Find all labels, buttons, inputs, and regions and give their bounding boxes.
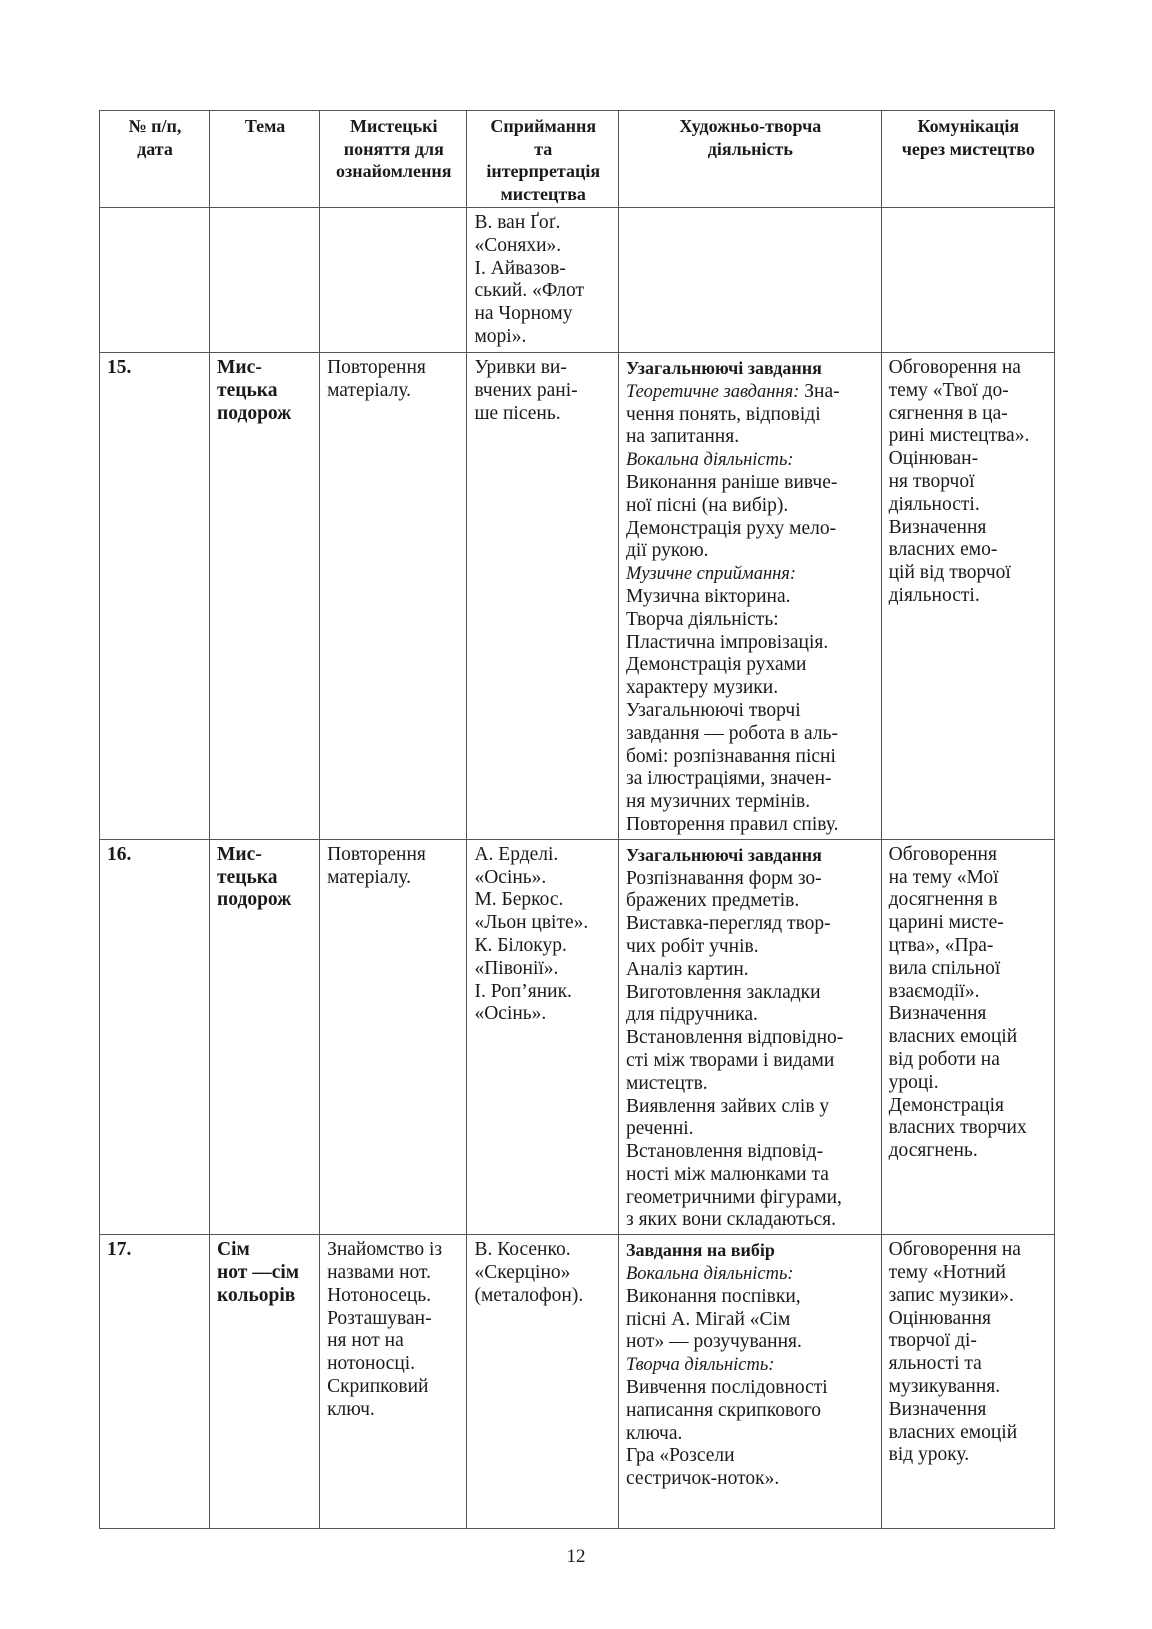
communication-cell: [881, 1235, 1054, 1529]
text-line: «Осінь».: [474, 1003, 547, 1025]
perception-cell: [467, 353, 619, 840]
text-line: сягнення в ца-: [888, 402, 1008, 424]
text-line: «Півонії».: [474, 957, 559, 979]
text-line: Визначення: [888, 1003, 987, 1025]
text-line: від уроку.: [888, 1444, 970, 1466]
text-line: Уривки ви-: [474, 357, 567, 378]
text-line: геометричними фігурами,: [626, 1186, 842, 1208]
text-line: ключ.: [327, 1398, 375, 1420]
communication-cell: [881, 208, 1054, 353]
text-line: «Льон цвіте».: [474, 912, 589, 934]
text-line: Виконання раніше вивче-: [626, 471, 838, 493]
header-line: дата: [137, 138, 173, 159]
text-line: «Соняхи».: [474, 234, 562, 256]
text-line: Демонстрація руху мело-: [626, 517, 837, 539]
text-line: нотоносці.: [327, 1353, 416, 1375]
text-line: Демонстрація: [888, 1094, 1004, 1116]
lesson-number-cell: [100, 1235, 210, 1529]
text-line: ності між малюнками та: [626, 1163, 829, 1185]
communication-cell: [881, 353, 1054, 840]
text-line: Виконання поспівки,: [626, 1285, 801, 1307]
text-line: Музична вікторина.: [626, 585, 791, 607]
text-line: Аналіз картин.: [626, 958, 749, 980]
activity-cell: [619, 353, 882, 840]
text-line: Обговорення на: [888, 1239, 1021, 1261]
text-line: реченні.: [626, 1118, 694, 1140]
text-line: власних емо-: [888, 539, 998, 561]
perception-cell: [467, 1235, 619, 1529]
header-line: та: [534, 138, 553, 159]
text-line: тецька: [217, 379, 278, 401]
header-line: Сприймання: [490, 116, 597, 136]
text-line: Демонстрація рухами: [626, 654, 807, 676]
text-line: написання скрипкового: [626, 1399, 822, 1421]
text-line: Сім: [217, 1239, 250, 1261]
text-line: 15.: [107, 357, 132, 378]
text-line: чення понять, відповіді: [626, 403, 821, 425]
text-line: ної пісні (на вибір).: [626, 494, 789, 516]
text-line: Мис-: [217, 843, 262, 865]
text-line: на Чорному: [474, 303, 573, 325]
table-row: [100, 208, 1055, 353]
table-row: [100, 839, 1055, 1235]
text-line: Узагальнюючі творчі: [626, 699, 801, 721]
text-line: діяльності.: [888, 584, 980, 606]
concepts-cell: [320, 353, 467, 840]
text-line: «Скерціно»: [474, 1262, 571, 1284]
concepts-cell: [320, 1235, 467, 1529]
text-line: Пластична імпровізація.: [626, 631, 829, 653]
communication-cell: [881, 839, 1054, 1235]
text-line: Мис-: [217, 357, 262, 378]
text-line: Творча діяльність:: [626, 608, 779, 630]
text-line: ше пісень.: [474, 402, 561, 424]
text-line: Оцінювання: [888, 1307, 992, 1329]
header-creative-activity: [619, 111, 882, 208]
text-line: Завдання на вибір: [626, 1240, 775, 1261]
text-line: «Осінь».: [474, 866, 547, 888]
header-line: № п/п,: [128, 116, 182, 136]
topic-cell: [210, 353, 320, 840]
text-line: Теоретичне завдання: Зна-: [626, 380, 840, 402]
text-line: Визначення: [888, 1398, 987, 1420]
header-line: мистецтва: [500, 183, 586, 204]
lesson-number-cell: [100, 839, 210, 1235]
text-line: для підручника.: [626, 1004, 758, 1026]
topic-cell: [210, 839, 320, 1235]
header-communication: [881, 111, 1054, 208]
text-line: цтва», «Пра-: [888, 934, 994, 956]
header-line: ознайомлення: [336, 161, 452, 181]
text-line: сестричок-ноток».: [626, 1468, 780, 1490]
text-line: Повторення: [327, 357, 426, 378]
text-line: рині мистецтва».: [888, 425, 1030, 447]
table-row: [100, 353, 1055, 840]
text-line: В. ван Ґоґ.: [474, 212, 561, 233]
header-line: Мистецькі: [350, 116, 438, 136]
text-line: власних емоцій: [888, 1026, 1018, 1048]
text-line: Оцінюван-: [888, 448, 979, 470]
text-line: бражених предметів.: [626, 890, 800, 912]
text-line: завдання — робота в аль-: [626, 722, 838, 744]
header-line: Комунікація: [917, 116, 1020, 136]
text-line: Виявлення зайвих слів у: [626, 1095, 830, 1117]
text-line: 17.: [107, 1239, 132, 1261]
text-line: І. Роп’яник.: [474, 980, 572, 1002]
text-line: нот» — розучування.: [626, 1331, 802, 1353]
text-line: власних творчих: [888, 1117, 1027, 1139]
header-line: Тема: [244, 116, 286, 136]
header-art-concepts: [320, 111, 467, 208]
concepts-cell: [320, 839, 467, 1235]
text-line: Виставка-перегляд твор-: [626, 913, 831, 935]
header-perception: [467, 111, 619, 208]
activity-cell: [619, 1235, 882, 1529]
activity-cell: [619, 839, 882, 1235]
text-line: Встановлення відповідно-: [626, 1027, 844, 1049]
text-line: цій від творчої: [888, 562, 1011, 584]
text-line: власних емоцій: [888, 1421, 1018, 1443]
text-line: за ілюстраціями, значен-: [626, 768, 832, 790]
text-line: бомі: розпізнавання пісні: [626, 745, 836, 767]
text-line: нот —сім: [217, 1262, 300, 1284]
perception-cell: [467, 208, 619, 353]
text-line: ключа.: [626, 1422, 683, 1444]
text-line: тему «Нотний: [888, 1262, 1006, 1284]
text-line: Скрипковий: [327, 1376, 429, 1398]
text-line: К. Білокур.: [474, 934, 567, 956]
table-header-row: [100, 111, 1055, 208]
text-line: Вивчення послідовності: [626, 1377, 828, 1399]
text-line: царині мисте-: [888, 912, 1004, 934]
text-line: матеріалу.: [327, 866, 411, 888]
text-line: вила спільної: [888, 957, 1001, 979]
header-line: інтерпретація: [486, 161, 601, 181]
text-line: А. Ерделі.: [474, 843, 559, 865]
text-line: Повторення правил співу.: [626, 813, 839, 835]
text-line: Обговорення: [888, 843, 997, 865]
text-line: Гра «Розсели: [626, 1445, 735, 1467]
lesson-number-cell: [100, 353, 210, 840]
header-line: Художньо-творча: [679, 116, 822, 136]
text-line: М. Беркос.: [474, 889, 564, 911]
text-line: подорож: [217, 889, 292, 911]
text-line: Встановлення відповід-: [626, 1141, 824, 1163]
text-line: тецька: [217, 866, 278, 888]
text-line: матеріалу.: [327, 379, 411, 401]
text-line: назвами нот.: [327, 1262, 431, 1284]
text-line: з яких вони складаються.: [626, 1209, 836, 1231]
text-line: від роботи на: [888, 1048, 1000, 1070]
text-line: Повторення: [327, 843, 426, 865]
lesson-number-cell: [100, 208, 210, 353]
page-number: 12: [566, 1546, 586, 1567]
text-line: взаємодії».: [888, 980, 980, 1002]
text-line: морі».: [474, 325, 527, 347]
text-line: музикування.: [888, 1376, 1001, 1398]
text-line: Обговорення на: [888, 357, 1021, 378]
text-line: В. Косенко.: [474, 1239, 571, 1261]
text-line: досягнення в: [888, 889, 998, 911]
text-line: творчої ді-: [888, 1330, 977, 1352]
text-line: ня творчої: [888, 470, 975, 492]
text-line: сті між творами і видами: [626, 1049, 835, 1071]
text-line: Узагальнюючі завдання: [626, 358, 822, 378]
text-line: ня музичних термінів.: [626, 791, 811, 813]
text-line: І. Айвазов-: [474, 257, 566, 279]
text-line: Вокальна діяльність:: [626, 1264, 794, 1285]
text-line: пісні А. Мігай «Сім: [626, 1308, 791, 1330]
text-line: на тему «Мої: [888, 866, 999, 888]
text-line: уроці.: [888, 1071, 939, 1093]
text-line: подорож: [217, 402, 292, 424]
text-line: діяльності.: [888, 493, 980, 515]
text-line: Розпізнавання форм зо-: [626, 867, 822, 889]
concepts-cell: [320, 208, 467, 353]
text-line: запис музики».: [888, 1284, 1014, 1306]
text-line: кольорів: [217, 1284, 296, 1306]
text-line: (металофон).: [474, 1284, 584, 1306]
perception-cell: [467, 839, 619, 1235]
topic-cell: [210, 208, 320, 353]
text-line: Знайомство із: [327, 1239, 443, 1261]
text-line: ня нот на: [327, 1330, 404, 1352]
header-line: через мистецтво: [901, 138, 1035, 159]
text-line: Узагальнюючі завдання: [626, 844, 822, 865]
lesson-plan-table: [99, 110, 1055, 1529]
text-line: Визначення: [888, 516, 987, 538]
header-line: поняття для: [343, 138, 444, 159]
text-line: Творча діяльність:: [626, 1355, 775, 1376]
text-line: Розташуван-: [327, 1307, 432, 1329]
header-line: діяльність: [707, 138, 793, 159]
text-line: на запитання.: [626, 426, 740, 448]
text-line: яльності та: [888, 1353, 982, 1375]
text-line: чих робіт учнів.: [626, 935, 759, 957]
text-line: Вокальна діяльність:: [626, 450, 794, 471]
header-topic: [210, 111, 320, 208]
text-line: 16.: [107, 843, 132, 865]
text-line: вчених рані-: [474, 379, 578, 401]
text-line: Нотоносець.: [327, 1284, 432, 1306]
table-row: [100, 1235, 1055, 1529]
text-line: ський. «Флот: [474, 280, 585, 302]
topic-cell: [210, 1235, 320, 1529]
text-line: досягнень.: [888, 1140, 978, 1162]
text-line: Виготовлення закладки: [626, 981, 821, 1003]
text-line: характеру музики.: [626, 677, 779, 699]
text-line: мистецтв.: [626, 1072, 708, 1094]
text-line: Музичне сприймання:: [626, 564, 797, 585]
text-line: тему «Твої до-: [888, 379, 1009, 401]
text-line: дії рукою.: [626, 540, 709, 562]
activity-cell: [619, 208, 882, 353]
header-number-date: [100, 111, 210, 208]
